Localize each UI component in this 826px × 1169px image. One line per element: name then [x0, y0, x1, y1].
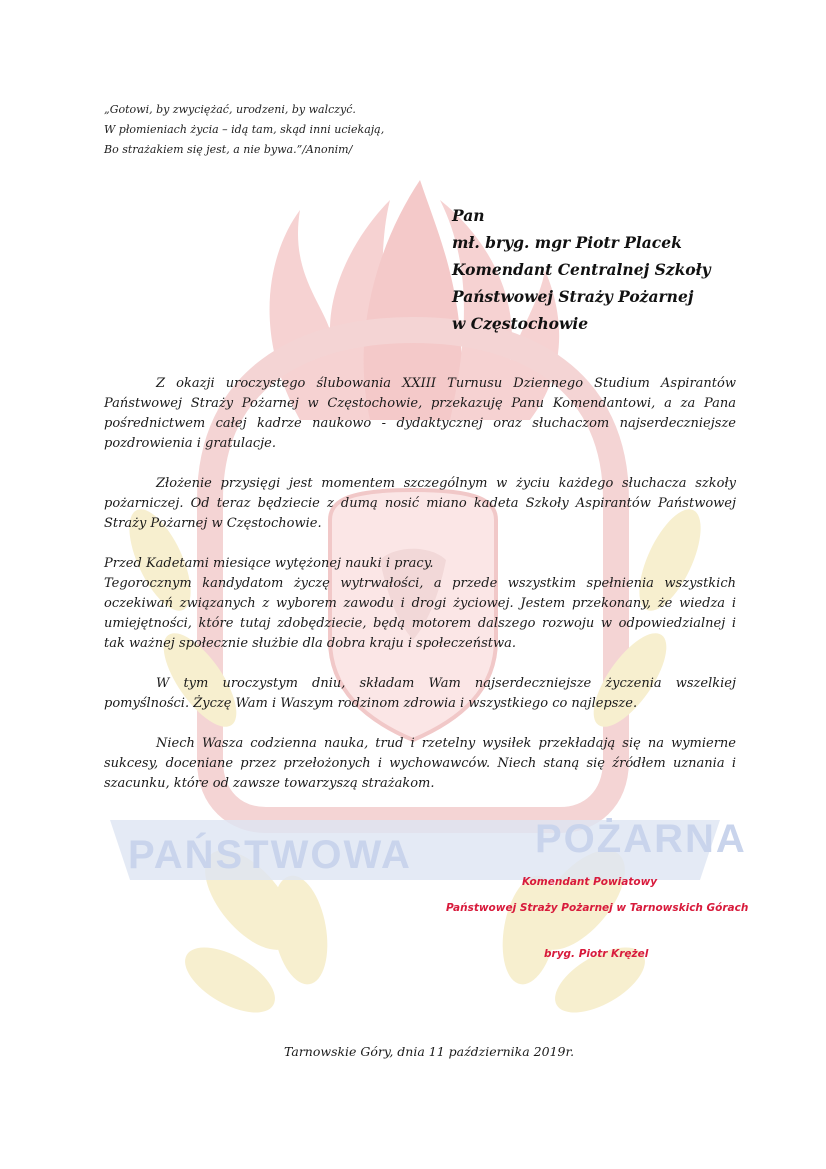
addressee-line: Pan [452, 206, 485, 225]
place-date: Tarnowskie Góry, dnia 11 października 2019r. [284, 1044, 575, 1059]
body-paragraph-4: W tym uroczystym dniu, składam Wam najserdeczniejsze życzenia wszelkiej pomyślności. Życzę Wam i Waszym rodzinom zdrowia i wszystkiego co najlepsze. [104, 676, 736, 711]
watermark-text-right: POŻARNA [535, 817, 747, 861]
signature-title: Komendant Powiatowy [522, 876, 658, 888]
addressee-block [452, 202, 772, 337]
motto-quote [104, 100, 504, 160]
body-paragraph-3b: Tegorocznym kandydatom życzę wytrwałości, a przede wszystkim spełnienia wszystkich oczekiwań związanych z wyborem zawodu i drogi życiowej. Jestem przekonany, że wiedza i umiejętności, które tutaj zdobędziecie, będą motorem dalszego rozwoju w odpowiedzialnej i tak ważnej społecznie służbie dla dobra kraju i społeczeństwa. [104, 576, 736, 651]
letter-body [104, 374, 736, 794]
addressee-line: Państwowej Straży Pożarnej [452, 287, 694, 306]
signature-name: bryg. Piotr Krężel [544, 948, 649, 960]
motto-line: „Gotowi, by zwyciężać, urodzeni, by walczyć. [104, 103, 356, 116]
body-paragraph-5: Niech Wasza codzienna nauka, trud i rzetelny wysiłek przekładają się na wymierne sukcesy, doceniane przez przełożonych i wychowawców. Niech staną się źródłem uznania i szacunku, które od zawsze towarzyszą strażakom. [104, 736, 736, 791]
body-paragraph-2: Złożenie przysięgi jest momentem szczególnym w życiu każdego słuchacza szkoły pożarniczej. Od teraz będziecie z dumą nosić miano kadeta Szkoły Aspirantów Państwowej Straży Pożarnej w Częstochowie. [104, 476, 736, 531]
motto-line: Bo strażakiem się jest, a nie bywa.”/Anonim/ [104, 143, 353, 156]
addressee-line: Komendant Centralnej Szkoły [452, 260, 711, 279]
addressee-line: mł. bryg. mgr Piotr Placek [452, 233, 682, 252]
watermark-text-left: PAŃSTWOWA [128, 833, 412, 877]
motto-line: W płomieniach życia – idą tam, skąd inni uciekają, [104, 123, 385, 136]
signature-organization: Państwowej Straży Pożarnej w Tarnowskich Górach [446, 902, 749, 914]
body-paragraph-3a: Przed Kadetami miesiące wytężonej nauki i pracy. [104, 556, 434, 571]
addressee-line: w Częstochowie [452, 314, 589, 333]
body-paragraph-1: Z okazji uroczystego ślubowania XXIII Turnusu Dziennego Studium Aspirantów Państwowej Straży Pożarnej w Częstochowie, przekazuję Panu Komendantowi, a za Pana pośrednictwem całej kadrze naukowo - dydaktycznej oraz słuchaczom najserdeczniejsze pozdrowienia i gratulacje. [104, 376, 736, 451]
